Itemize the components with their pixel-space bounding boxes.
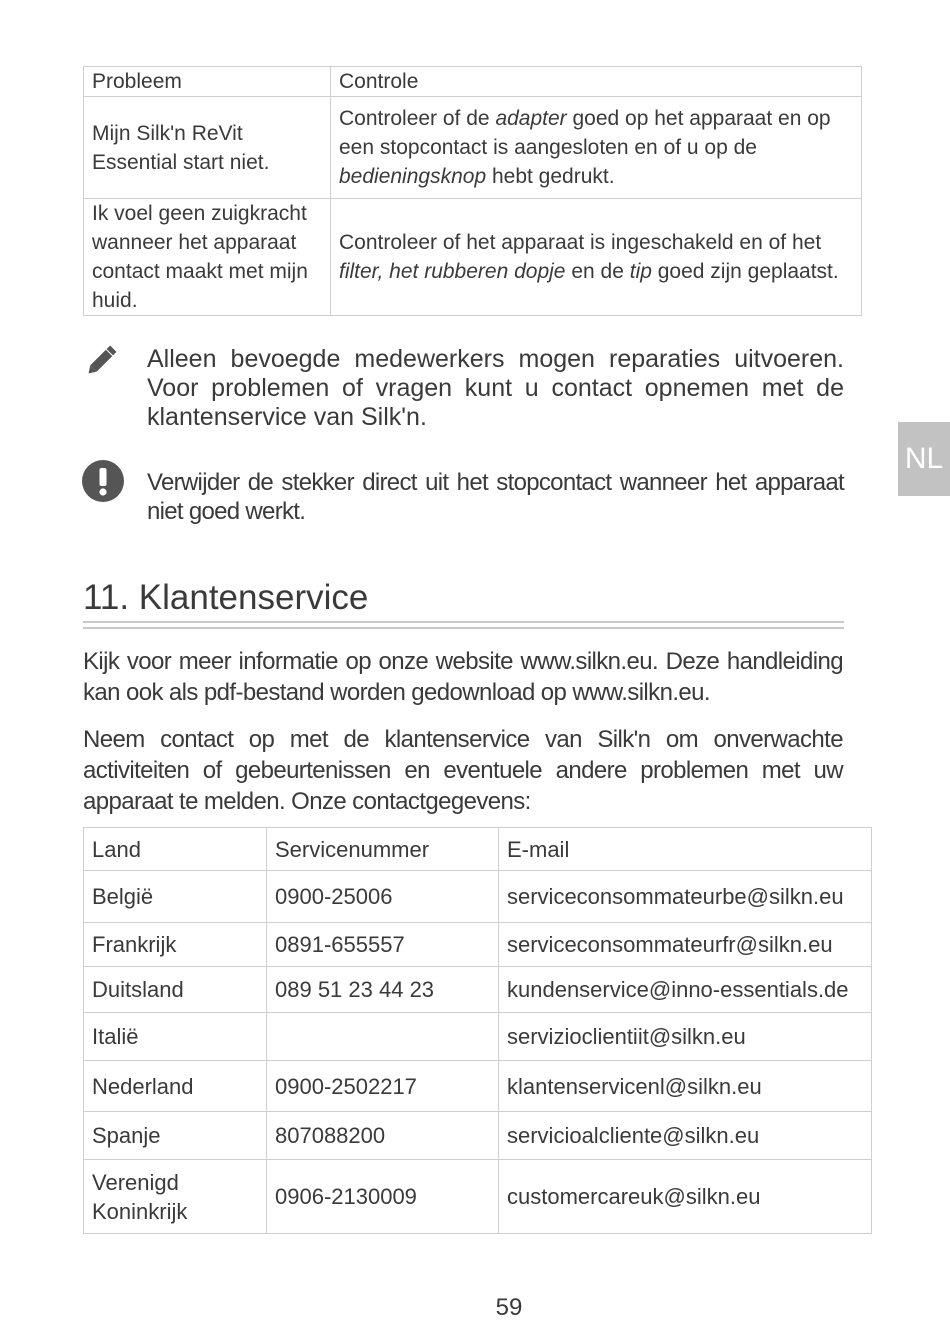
table-row [84, 1013, 872, 1061]
table-row [84, 871, 872, 923]
table-row [84, 1160, 872, 1234]
phone-cell [267, 1013, 499, 1061]
section-title: 11. Klantenservice [83, 578, 369, 617]
contact-table [83, 827, 872, 1234]
country-cell: Nederland [84, 1061, 267, 1112]
table-row [84, 97, 862, 199]
table-row [84, 199, 862, 316]
email-cell: customercareuk@silkn.eu [499, 1160, 872, 1234]
country-cell: Italië [84, 1013, 267, 1061]
header-land: Land [84, 828, 267, 871]
warning-note: Verwijder de stekker direct uit het stopcontact wanneer het apparaat niet goed werkt. [147, 469, 844, 525]
exclamation-icon [82, 460, 122, 500]
header-controle: Controle [331, 67, 862, 97]
problem-cell: Mijn Silk'n ReVit Essential start niet. [84, 97, 331, 199]
language-tab: NL [898, 422, 950, 496]
pencil-icon [82, 340, 122, 380]
table-header-row [84, 828, 872, 871]
table-row [84, 923, 872, 967]
header-probleem: Probleem [84, 67, 331, 97]
country-cell: Frankrijk [84, 923, 267, 967]
page-number: 59 [495, 1294, 523, 1321]
email-cell: serviceconsommateurbe@silkn.eu [499, 871, 872, 923]
email-cell: kundenservice@inno-essentials.de [499, 967, 872, 1013]
phone-cell: 0900-2502217 [267, 1061, 499, 1112]
table-header-row [84, 67, 862, 97]
phone-cell: 807088200 [267, 1112, 499, 1160]
country-cell: Duitsland [84, 967, 267, 1013]
intro-paragraph: Kijk voor meer informatie op onze website www.silkn.eu. Deze handleiding kan ook als pdf-bestand worden gedownload op www.silkn.eu. [83, 648, 843, 706]
country-cell: Verenigd Koninkrijk [84, 1160, 267, 1234]
check-cell: Controleer of het apparaat is ingeschakeld en of het filter, het rubberen dopje en de tip goed zijn geplaatst. [331, 199, 862, 316]
country-cell: België [84, 871, 267, 923]
info-note: Alleen bevoegde medewerkers mogen reparaties uitvoeren. Voor problemen of vragen kunt u contact opnemen met de klantenservice van Silk'n. [147, 345, 844, 431]
check-cell: Controleer of de adapter goed op het apparaat en op een stopcontact is aangesloten en of u op de bedieningsknop hebt gedrukt. [331, 97, 862, 199]
country-cell: Spanje [84, 1112, 267, 1160]
phone-cell: 0900-25006 [267, 871, 499, 923]
table-row [84, 1112, 872, 1160]
table-row [84, 967, 872, 1013]
header-servicenummer: Servicenummer [267, 828, 499, 871]
heading-divider [83, 621, 844, 629]
phone-cell: 089 51 23 44 23 [267, 967, 499, 1013]
phone-cell: 0906-2130009 [267, 1160, 499, 1234]
contact-paragraph: Neem contact op met de klantenservice van Silk'n om onverwachte activiteiten of gebeurtenissen en eventuele andere problemen met uw apparaat te melden. Onze contactgegevens: [83, 726, 843, 815]
email-cell: serviceconsommateurfr@silkn.eu [499, 923, 872, 967]
troubleshooting-table [83, 66, 862, 316]
email-cell: klantenservicenl@silkn.eu [499, 1061, 872, 1112]
email-cell: servicioalcliente@silkn.eu [499, 1112, 872, 1160]
phone-cell: 0891-655557 [267, 923, 499, 967]
problem-cell: Ik voel geen zuigkracht wanneer het apparaat contact maakt met mijn huid. [84, 199, 331, 316]
email-cell: servizioclientiit@silkn.eu [499, 1013, 872, 1061]
header-email: E-mail [499, 828, 872, 871]
table-row [84, 1061, 872, 1112]
